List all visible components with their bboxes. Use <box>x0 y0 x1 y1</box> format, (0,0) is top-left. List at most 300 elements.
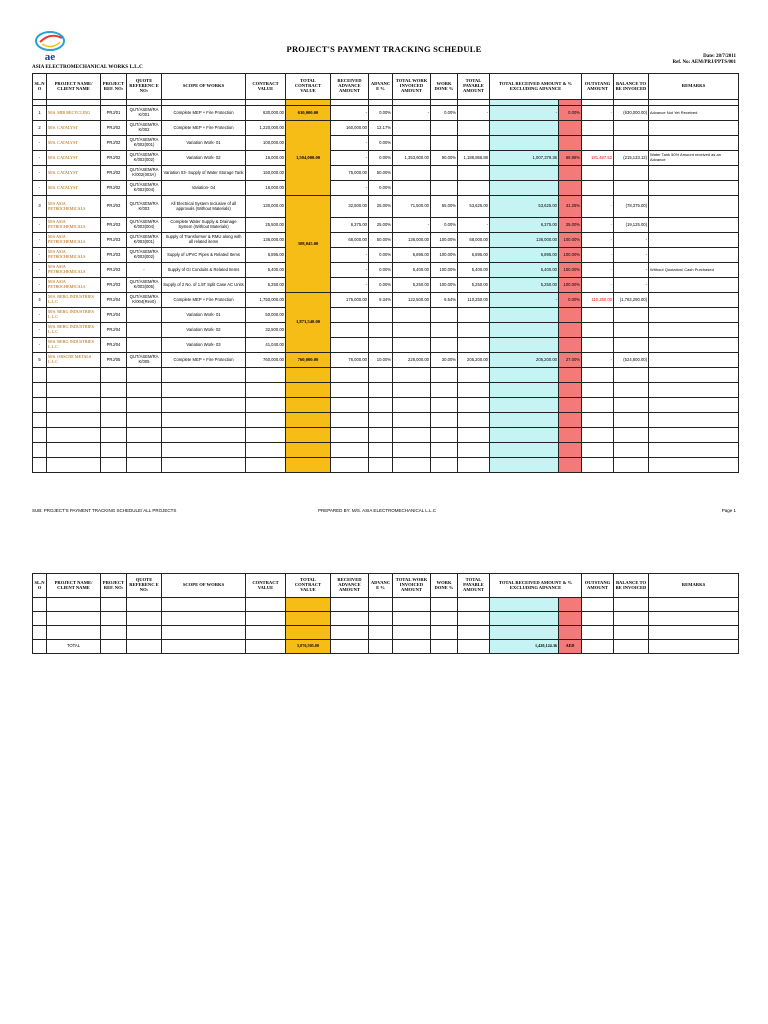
cell-client: M/S. ORSCNE METALS L.L.C <box>47 353 101 368</box>
table-row <box>33 263 739 278</box>
cell-out: - <box>582 248 614 263</box>
footer-prepared-by: PREPARED BY: M/S. ASIA ELECTROMECHANICAL L.L.C <box>318 508 437 513</box>
cell-recp <box>559 323 582 338</box>
cell-sl: - <box>33 151 47 166</box>
cell-adv: 10.00% <box>369 353 393 368</box>
empty-row <box>33 612 739 626</box>
cell-out: - <box>582 218 614 233</box>
cell-rec <box>490 121 559 136</box>
cell-proj: PRJ/02 <box>101 121 127 136</box>
cell-sl: - <box>33 248 47 263</box>
cell-recp: 41.25% <box>559 196 582 218</box>
cell-sl: - <box>33 166 47 181</box>
col-adv-pct: ADVANC E % <box>369 574 393 598</box>
cell-contract: 41,040.00 <box>246 338 286 353</box>
cell-sl: - <box>33 263 47 278</box>
cell-contract: 760,000.00 <box>246 353 286 368</box>
cell-pay: 5,250.00 <box>458 278 490 293</box>
cell-done: 90.00% <box>431 151 458 166</box>
cell-contract: 630,000.00 <box>246 106 286 121</box>
cell-proj: PRJ/02 <box>101 166 127 181</box>
cell-adv <box>369 308 393 323</box>
cell-pay: 5,400.00 <box>458 263 490 278</box>
col-quote: QUOTE REFERENC E NO: <box>127 574 162 598</box>
cell-rec: 205,200.00 <box>490 353 559 368</box>
cell-rec <box>490 308 559 323</box>
cell-pay <box>458 181 490 196</box>
cell-adv <box>369 323 393 338</box>
cell-bal: - <box>614 263 649 278</box>
cell-sl: 3 <box>33 196 47 218</box>
cell-quote: QUT/ASEM/RA K/005 <box>127 353 162 368</box>
cell-recv: - <box>331 181 369 196</box>
cell-out: - <box>582 278 614 293</box>
cell-done <box>431 308 458 323</box>
cell-out: - <box>582 353 614 368</box>
cell-pay: - <box>458 106 490 121</box>
col-remarks: REMARKS <box>649 574 739 598</box>
cell-total-contract: 1,504,000.00 <box>286 121 331 196</box>
cell-client: M/S ASIA PETROCHEMICALS <box>47 218 101 233</box>
col-sl: SL.N O <box>33 74 47 100</box>
col-balance: BALANCE TO BE INVOICED <box>614 574 649 598</box>
cell-quote: QUT/ASEM/RA K/003(004) <box>127 218 162 233</box>
cell-recv: 68,000.00 <box>331 233 369 248</box>
cell-bal: (630,000.00) <box>614 106 649 121</box>
cell-quote: - <box>127 263 162 278</box>
cell-quote: QUT/ASEM/RA K/001 <box>127 106 162 121</box>
cell-proj: PRJ/03 <box>101 263 127 278</box>
cell-recp: 0.00% <box>559 106 582 121</box>
table-row <box>33 353 739 368</box>
cell-inv <box>393 308 431 323</box>
col-work-done: WORK DONE % <box>431 574 458 598</box>
cell-done: 100.00% <box>431 263 458 278</box>
cell-rec: 136,000.00 <box>490 233 559 248</box>
cell-sl: - <box>33 218 47 233</box>
cell-sl: - <box>33 338 47 353</box>
cell-rem <box>649 353 739 368</box>
cell-adv: 0.00% <box>369 278 393 293</box>
cell-rec: 6,895.00 <box>490 248 559 263</box>
document-ref: Ref. No: AEM/PRJ/PPTS/001 <box>672 60 736 65</box>
cell-recp: 27.00% <box>559 353 582 368</box>
cell-bal: (524,800.00) <box>614 353 649 368</box>
cell-pay: - <box>458 218 490 233</box>
cell-quote: QUT/ASEM/RA K/002(003A) <box>127 166 162 181</box>
summary-header-row <box>33 574 739 598</box>
cell-rec <box>490 166 559 181</box>
cell-contract: 130,000.00 <box>246 196 286 218</box>
cell-scope: Variation Work- 02 <box>162 151 246 166</box>
cell-pay: 1,188,866.88 <box>458 151 490 166</box>
cell-out <box>582 166 614 181</box>
cell-rem <box>649 181 739 196</box>
table-row <box>33 338 739 353</box>
cell-inv: 5,400.00 <box>393 263 431 278</box>
cell-sl: 4 <box>33 293 47 308</box>
cell-scope: Complete MEP + Fire Protection <box>162 106 246 121</box>
cell-out <box>582 308 614 323</box>
cell-pay: 53,625.00 <box>458 196 490 218</box>
cell-inv: - <box>393 106 431 121</box>
cell-contract: 16,000.00 <box>246 151 286 166</box>
cell-done <box>431 323 458 338</box>
col-recv-adv: RECEIVED ADVANCE AMOUNT <box>331 74 369 100</box>
cell-adv: 50.00% <box>369 233 393 248</box>
cell-done <box>431 166 458 181</box>
table-header-row <box>33 74 739 100</box>
cell-adv <box>369 338 393 353</box>
cell-recv: - <box>331 263 369 278</box>
cell-quote: QUT/ASEM/RA K/002 <box>127 121 162 136</box>
total-label: TOTAL <box>47 640 101 654</box>
cell-adv: 0.00% <box>369 263 393 278</box>
cell-recv <box>331 323 369 338</box>
cell-bal: (1,763,290.00) <box>614 293 649 308</box>
cell-quote: QUT/ASEM/RA K/003(001) <box>127 233 162 248</box>
cell-done: 100.00% <box>431 278 458 293</box>
cell-inv: 5,250.00 <box>393 278 431 293</box>
cell-quote: QUT/ASEM/RA K/002(004) <box>127 181 162 196</box>
cell-quote: QUT/ASEM/RA K/002(002) <box>127 151 162 166</box>
cell-recp: 0.00% <box>559 293 582 308</box>
cell-recp <box>559 166 582 181</box>
col-client: PROJECT NAME/ CLIENT NAME <box>47 74 101 100</box>
cell-contract: 32,500.00 <box>246 323 286 338</box>
cell-contract: 6,895.00 <box>246 248 286 263</box>
empty-row <box>33 398 739 413</box>
cell-adv: 0.00% <box>369 248 393 263</box>
cell-recp <box>559 136 582 151</box>
cell-scope: Supply of 2 No. of 1.5T Split Case AC Units <box>162 278 246 293</box>
cell-client: M/S ASIA PETROCHEMICALS <box>47 263 101 278</box>
cell-proj: PRJ/01 <box>101 106 127 121</box>
col-recv-adv: RECEIVED ADVANCE AMOUNT <box>331 574 369 598</box>
col-client: PROJECT NAME/ CLIENT NAME <box>47 574 101 598</box>
cell-inv: 228,000.00 <box>393 353 431 368</box>
cell-adv: 50.00% <box>369 166 393 181</box>
cell-rem <box>649 323 739 338</box>
cell-proj: PRJ/02 <box>101 151 127 166</box>
table-row <box>33 166 739 181</box>
col-contract: CONTRACT VALUE <box>246 74 286 100</box>
cell-quote: QUT/ASEM/RA K/003(005) <box>127 278 162 293</box>
cell-recv <box>331 308 369 323</box>
col-proj: PROJECT REF. NO: <box>101 74 127 100</box>
empty-row <box>33 383 739 398</box>
cell-client: M/S. BERG INDUSTRIES L.L.C <box>47 323 101 338</box>
col-adv-pct: ADVANC E % <box>369 74 393 100</box>
cell-rec <box>490 181 559 196</box>
table-row <box>33 196 739 218</box>
cell-scope: Variation Work- 01 <box>162 136 246 151</box>
cell-pay <box>458 136 490 151</box>
cell-bal <box>614 308 649 323</box>
cell-client: M/S. BERG INDUSTRIES L.L.C <box>47 308 101 323</box>
cell-contract: 100,000.00 <box>246 136 286 151</box>
cell-rem <box>649 218 739 233</box>
cell-sl: - <box>33 233 47 248</box>
cell-client: M/S ASIA PETROCHEMICALS <box>47 248 101 263</box>
table-row <box>33 121 739 136</box>
cell-recp: 100.00% <box>559 263 582 278</box>
cell-out <box>582 136 614 151</box>
table-row <box>33 248 739 263</box>
svg-text:ae: ae <box>44 51 56 62</box>
cell-proj: PRJ/02 <box>101 136 127 151</box>
page-title: PROJECT'S PAYMENT TRACKING SCHEDULE <box>286 44 482 54</box>
cell-client: M/S. BERG INDUSTRIES L.L.C <box>47 338 101 353</box>
col-quote: QUOTE REFERENC E NO: <box>127 74 162 100</box>
cell-client: M/S. CATALYST <box>47 166 101 181</box>
cell-recp: 100.00% <box>559 248 582 263</box>
col-total-payable: TOTAL PAYABLE AMOUNT <box>458 574 490 598</box>
cell-out: - <box>582 263 614 278</box>
cell-sl: - <box>33 278 47 293</box>
table-row <box>33 181 739 196</box>
cell-rec <box>490 323 559 338</box>
cell-done <box>431 338 458 353</box>
cell-inv: 6,895.00 <box>393 248 431 263</box>
cell-done <box>431 181 458 196</box>
cell-contract: 25,500.00 <box>246 218 286 233</box>
cell-done: 100.00% <box>431 233 458 248</box>
cell-scope: Variation Work- 01 <box>162 308 246 323</box>
cell-total-contract: 308,045.00 <box>286 196 331 293</box>
cell-proj: PRJ/03 <box>101 233 127 248</box>
cell-adv: 25.00% <box>369 218 393 233</box>
cell-out: 110,250.00 <box>582 293 614 308</box>
cell-done <box>431 136 458 151</box>
col-sl: SL.N O <box>33 574 47 598</box>
cell-contract: 5,250.00 <box>246 278 286 293</box>
cell-contract: 150,000.00 <box>246 166 286 181</box>
cell-recv: 75,000.00 <box>331 166 369 181</box>
cell-sl: 1 <box>33 106 47 121</box>
cell-rem <box>649 278 739 293</box>
table-row <box>33 218 739 233</box>
cell-bal: - <box>614 248 649 263</box>
cell-done: 0.00% <box>431 106 458 121</box>
cell-recv: - <box>331 106 369 121</box>
cell-contract: 5,400.00 <box>246 263 286 278</box>
cell-bal: - <box>614 278 649 293</box>
cell-bal: (78,375.00) <box>614 196 649 218</box>
cell-recv: - <box>331 248 369 263</box>
cell-inv <box>393 136 431 151</box>
cell-pay <box>458 121 490 136</box>
col-proj: PROJECT REF. NO: <box>101 574 127 598</box>
cell-bal <box>614 181 649 196</box>
cell-scope: Complete MEP + Fire Protection <box>162 121 246 136</box>
cell-client: M/S ASIA PETROCHEMICALS <box>47 233 101 248</box>
cell-rem <box>649 233 739 248</box>
footer-subject: SUB: PROJECT'S PAYMENT TRACKING SCHEDULE/ ALL PROJECTS <box>32 508 177 513</box>
cell-recv: - <box>331 136 369 151</box>
cell-proj: PRJ/04 <box>101 293 127 308</box>
cell-recv: 175,000.00 <box>331 293 369 308</box>
empty-row <box>33 413 739 428</box>
col-total-invoiced: TOTAL WORK INVOICED AMOUNT <box>393 574 431 598</box>
cell-adv: 0.00% <box>369 181 393 196</box>
cell-recv: 6,375.00 <box>331 218 369 233</box>
cell-done: 0.00% <box>431 218 458 233</box>
cell-sl: - <box>33 181 47 196</box>
cell-rem <box>649 248 739 263</box>
cell-proj: PRJ/03 <box>101 248 127 263</box>
cell-adv: 12.17% <box>369 121 393 136</box>
cell-quote <box>127 338 162 353</box>
table-row <box>33 323 739 338</box>
cell-quote <box>127 308 162 323</box>
cell-bal <box>614 166 649 181</box>
cell-client: M/S. BERG INDUSTRIES L.L.C <box>47 293 101 308</box>
cell-bal: (215,133.12) <box>614 151 649 166</box>
cell-inv <box>393 166 431 181</box>
cell-rem <box>649 136 739 151</box>
cell-done: 100.00% <box>431 248 458 263</box>
cell-rem: Without Quotation/ Cash Purchased <box>649 263 739 278</box>
cell-quote: QUT/ASEM/RA K/004(Rev0) <box>127 293 162 308</box>
col-total-received: TOTAL RECEIVED AMOUNT & % EXCLUDING ADVANCE <box>490 574 582 598</box>
cell-rec: 5,400.00 <box>490 263 559 278</box>
cell-client: M/S ASIA PETROCHEMICALS <box>47 278 101 293</box>
cell-recp <box>559 308 582 323</box>
table-row <box>33 151 739 166</box>
cell-sl: - <box>33 136 47 151</box>
cell-out <box>582 323 614 338</box>
cell-sl: 2 <box>33 121 47 136</box>
cell-recp <box>559 121 582 136</box>
col-total-contract: TOTAL CONTRACT VALUE <box>286 74 331 100</box>
cell-adv: 0.00% <box>369 151 393 166</box>
cell-out <box>582 181 614 196</box>
cell-quote: QUT/ASEM/RA K/003(002) <box>127 248 162 263</box>
col-contract: CONTRACT VALUE <box>246 574 286 598</box>
cell-proj: PRJ/03 <box>101 218 127 233</box>
cell-rec <box>490 338 559 353</box>
cell-rem: Advance Not Yet Received <box>649 106 739 121</box>
cell-adv: 9.34% <box>369 293 393 308</box>
empty-row <box>33 428 739 443</box>
cell-contract: 50,000.00 <box>246 308 286 323</box>
cell-rem <box>649 121 739 136</box>
cell-rem <box>649 293 739 308</box>
cell-proj: PRJ/04 <box>101 308 127 323</box>
cell-bal: (19,125.00) <box>614 218 649 233</box>
col-total-payable: TOTAL PAYABLE AMOUNT <box>458 74 490 100</box>
cell-recp: 25.00% <box>559 218 582 233</box>
cell-inv: - <box>393 218 431 233</box>
cell-done: 30.00% <box>431 353 458 368</box>
cell-pay: 6,895.00 <box>458 248 490 263</box>
col-outstanding: OUTSTANG AMOUNT <box>582 74 614 100</box>
cell-contract: 136,000.00 <box>246 233 286 248</box>
cell-rem <box>649 338 739 353</box>
cell-bal <box>614 136 649 151</box>
cell-done: 55.00% <box>431 196 458 218</box>
cell-inv: 122,500.00 <box>393 293 431 308</box>
cell-client: M/S. CATALYST <box>47 181 101 196</box>
cell-total-contract: 760,000.00 <box>286 353 331 368</box>
cell-client: M/S ASIA PETROCHEMICALS <box>47 196 101 218</box>
cell-recv: 32,500.00 <box>331 196 369 218</box>
summary-table <box>32 573 739 654</box>
cell-proj: PRJ/04 <box>101 338 127 353</box>
col-work-done: WORK DONE % <box>431 74 458 100</box>
cell-recp: 100.00% <box>559 278 582 293</box>
cell-recv: 160,000.00 <box>331 121 369 136</box>
cell-rec: 1,007,379.36 <box>490 151 559 166</box>
empty-row <box>33 626 739 640</box>
cell-rem <box>649 166 739 181</box>
cell-rec: 6,375.00 <box>490 218 559 233</box>
cell-inv <box>393 121 431 136</box>
empty-row <box>33 598 739 612</box>
cell-pay <box>458 323 490 338</box>
cell-scope: Variation Work- 03 <box>162 338 246 353</box>
col-scope: SCOPE OF WORKS <box>162 574 246 598</box>
cell-contract: 18,000.00 <box>246 181 286 196</box>
cell-bal <box>614 338 649 353</box>
cell-contract: 1,750,000.00 <box>246 293 286 308</box>
cell-sl: 5 <box>33 353 47 368</box>
cell-rec: - <box>490 106 559 121</box>
empty-row <box>33 368 739 383</box>
table-row <box>33 106 739 121</box>
cell-adv: 0.00% <box>369 136 393 151</box>
empty-row <box>33 458 739 473</box>
cell-inv <box>393 181 431 196</box>
cell-out <box>582 338 614 353</box>
col-remarks: REMARKS <box>649 74 739 100</box>
cell-pay <box>458 338 490 353</box>
table-row <box>33 233 739 248</box>
col-balance: BALANCE TO BE INVOICED <box>614 74 649 100</box>
cell-client: M/S. CATALYST <box>47 151 101 166</box>
cell-inv <box>393 323 431 338</box>
cell-contract: 1,220,000.00 <box>246 121 286 136</box>
cell-scope: All Electrical System Inclusive of all approvals (Without Materials) <box>162 196 246 218</box>
cell-total-contract: 1,873,540.00 <box>286 293 331 353</box>
cell-scope: Variation Work- 02 <box>162 323 246 338</box>
company-name: ASIA ELECTROMECHANICAL WORKS L.L.C <box>32 64 143 70</box>
cell-client: M/S. CATALYST <box>47 136 101 151</box>
cell-recv: - <box>331 151 369 166</box>
cell-recv: 76,000.00 <box>331 353 369 368</box>
cell-recp <box>559 181 582 196</box>
footer-page-number: Page 1 <box>721 508 736 513</box>
cell-inv: 71,500.00 <box>393 196 431 218</box>
cell-scope: Supply of Transformer & RMU along with all related items <box>162 233 246 248</box>
table-row <box>33 293 739 308</box>
col-total-contract: TOTAL CONTRACT VALUE <box>286 574 331 598</box>
cell-proj: PRJ/03 <box>101 278 127 293</box>
cell-done <box>431 121 458 136</box>
cell-done: 6.54% <box>431 293 458 308</box>
cell-rec: 5,250.00 <box>490 278 559 293</box>
cell-bal: - <box>614 233 649 248</box>
cell-proj: PRJ/02 <box>101 181 127 196</box>
cell-recv: - <box>331 278 369 293</box>
cell-out: 181,487.52 <box>582 151 614 166</box>
cell-pay <box>458 166 490 181</box>
cell-scope: Supply of UPVC Pipes & Related Items <box>162 248 246 263</box>
cell-inv <box>393 338 431 353</box>
col-outstanding: OUTSTANG AMOUNT <box>582 574 614 598</box>
total-contract-value: 5,076,505.00 <box>286 640 331 654</box>
